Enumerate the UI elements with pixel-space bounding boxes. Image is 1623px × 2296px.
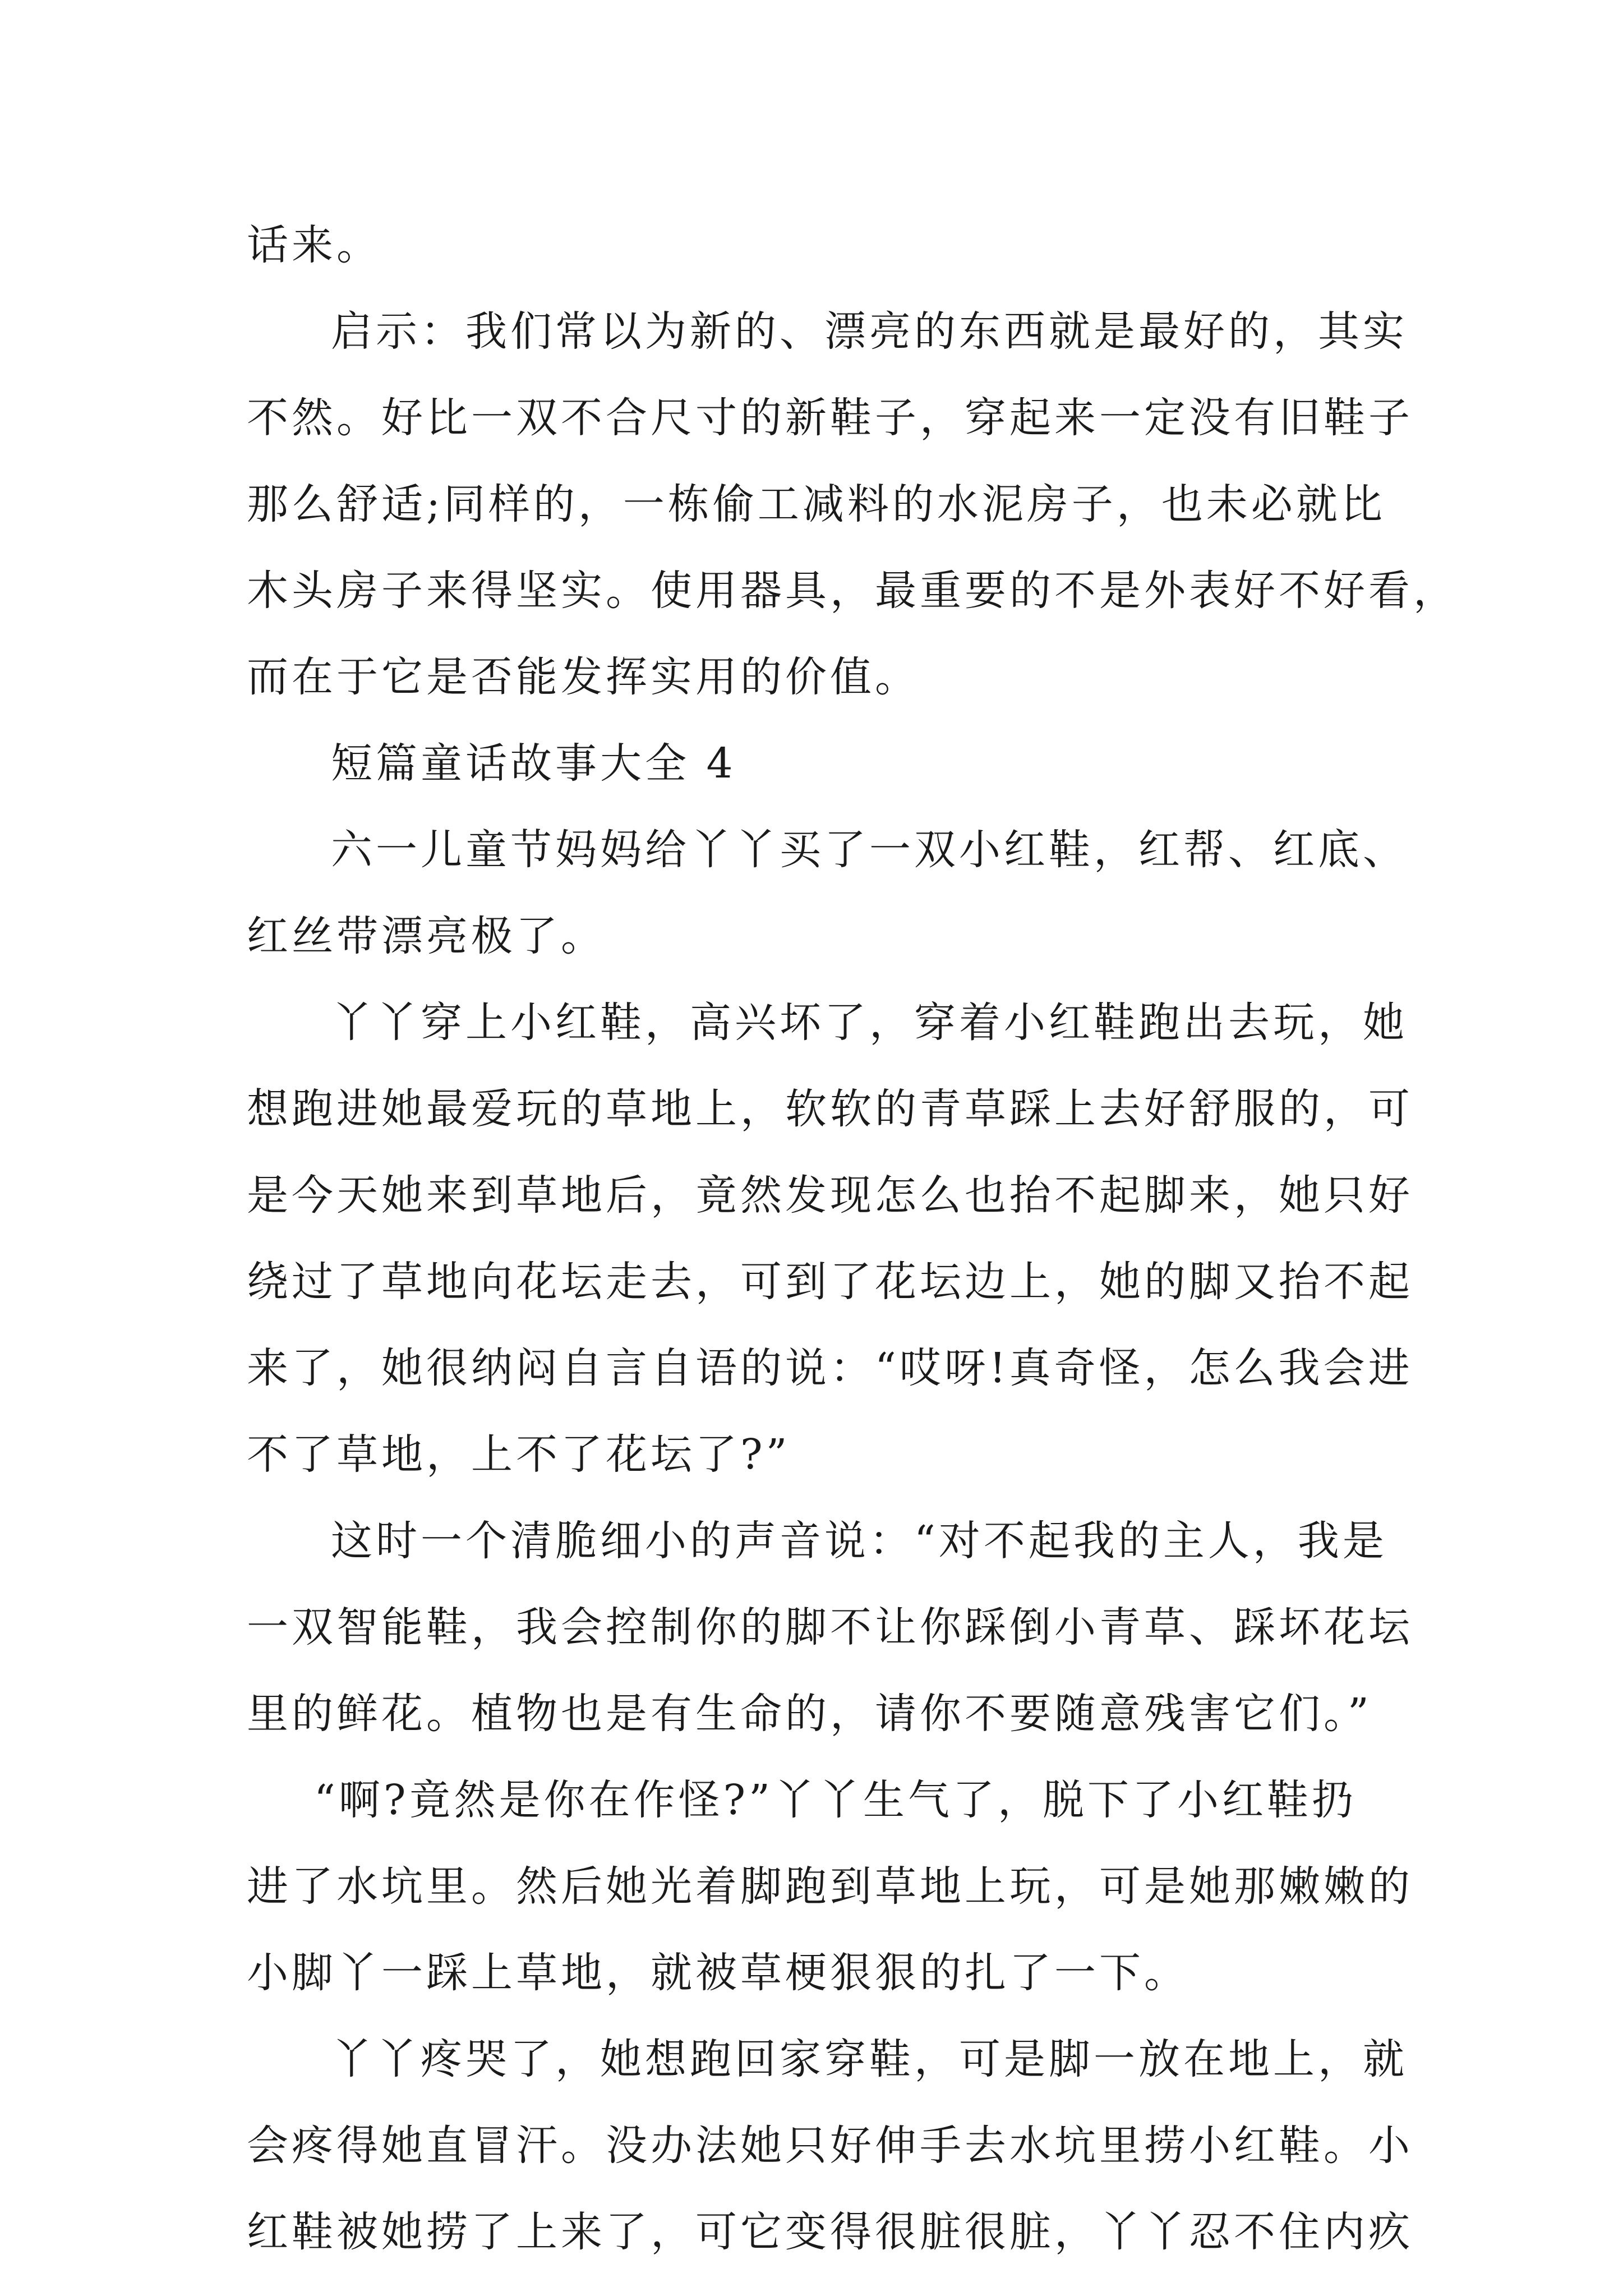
text-line: 一双智能鞋，我会控制你的脚不让你踩倒小青草、踩坏花坛 <box>247 1603 1413 1651</box>
text-line: 那么舒适;同样的，一栋偷工减料的水泥房子，也未必就比 <box>247 480 1386 528</box>
text-line: “啊?竟然是你在作怪?”丫丫生气了，脱下了小红鞋扔 <box>314 1776 1357 1824</box>
body-text <box>247 202 1458 2275</box>
text-line: 不然。好比一双不合尺寸的新鞋子，穿起来一定没有旧鞋子 <box>247 394 1413 442</box>
text-line: 木头房子来得坚实。使用器具，最重要的不是外表好不好看， <box>247 567 1458 615</box>
text-line: 来了，她很纳闷自言自语的说：“哎呀!真奇怪，怎么我会进 <box>247 1344 1413 1392</box>
text-line: 六一儿童节妈妈给丫丫买了一双小红鞋，红帮、红底、 <box>331 826 1408 874</box>
text-line: 话来。 <box>247 221 381 269</box>
text-line: 是今天她来到草地后，竟然发现怎么也抬不起脚来，她只好 <box>247 1171 1413 1220</box>
text-line: 绕过了草地向花坛走去，可到了花坛边上，她的脚又抬不起 <box>247 1258 1413 1306</box>
text-line: 而在于它是否能发挥实用的价值。 <box>247 653 920 701</box>
text-line: 里的鲜花。植物也是有生命的，请你不要随意残害它们。” <box>247 1690 1372 1738</box>
text-line: 想跑进她最爱玩的草地上，软软的青草踩上去好舒服的，可 <box>247 1085 1413 1133</box>
text-line: 启示：我们常以为新的、漂亮的东西就是最好的，其实 <box>331 307 1408 356</box>
section-heading: 短篇童话故事大全 4 <box>331 739 736 788</box>
text-line: 小脚丫一踩上草地，就被草梗狠狠的扎了一下。 <box>247 1949 1189 1997</box>
text-line: 红丝带漂亮极了。 <box>247 912 606 960</box>
text-line: 进了水坑里。然后她光着脚跑到草地上玩，可是她那嫩嫩的 <box>247 1862 1413 1911</box>
text-line: 丫丫疼哭了，她想跑回家穿鞋，可是脚一放在地上，就 <box>331 2035 1408 2083</box>
text-line: 丫丫穿上小红鞋，高兴坏了，穿着小红鞋跑出去玩，她 <box>331 999 1408 1047</box>
text-line: 这时一个清脆细小的声音说：“对不起我的主人，我是 <box>331 1517 1387 1565</box>
text-line: 会疼得她直冒汗。没办法她只好伸手去水坑里捞小红鞋。小 <box>247 2122 1413 2170</box>
text-line: 不了草地，上不了花坛了?” <box>247 1430 791 1479</box>
text-line: 红鞋被她捞了上来了，可它变得很脏很脏，丫丫忍不住内疚 <box>247 2208 1413 2256</box>
